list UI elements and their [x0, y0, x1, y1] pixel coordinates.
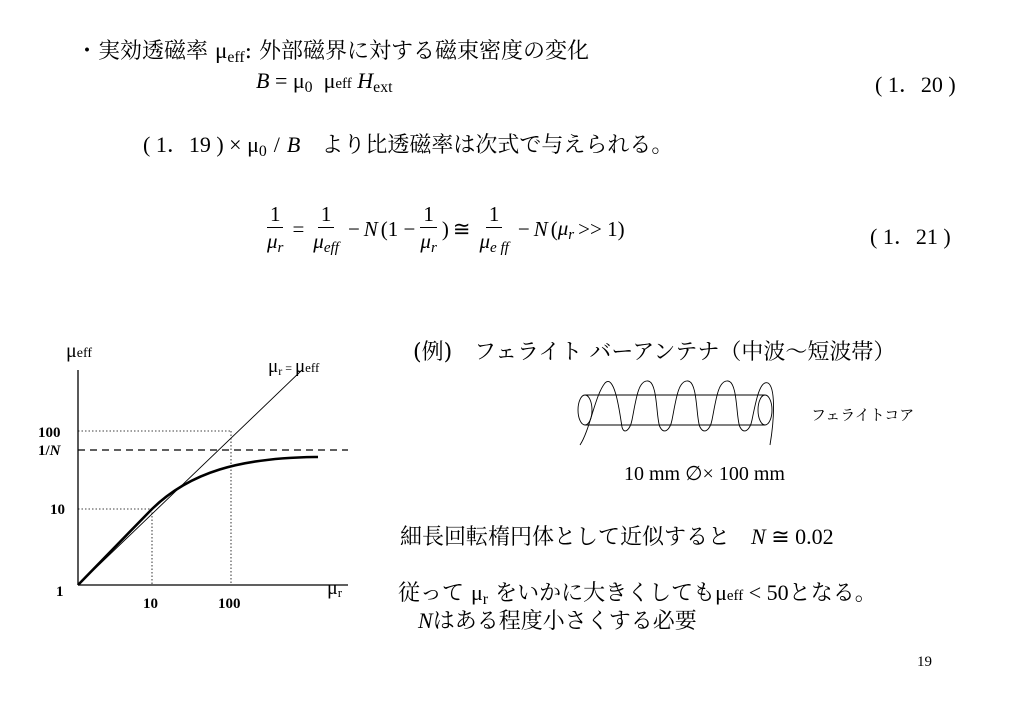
approximation-line: 細長回転楕円体として近似すると N ≅ 0.02 [400, 524, 834, 550]
dimension-label: 10 mm ∅× 100 mm [624, 463, 785, 485]
mu-eff-graph [30, 330, 370, 630]
x-tick-100: 100 [218, 596, 241, 612]
example-title: (例) フェライト バーアンテナ（中波～短波帯） [413, 340, 896, 365]
transform-line: ( 1．19 ) × $\mu_0$ / B より比透磁率は次式で与えられる。 [143, 132, 674, 160]
heading-description: : 外部磁界に対する磁束密度の変化 [244, 39, 590, 64]
fraction-1-over-mueff-2: $\frac{1}{\mu_{e ff}}$ [479, 202, 509, 256]
coil-winding [580, 381, 774, 445]
fraction-1-over-mur-2: $\frac{1}{\mu_r}$ [420, 202, 437, 256]
x-tick-10: 10 [143, 596, 158, 612]
y-tick-100: 100 [38, 425, 61, 441]
equation-1-20: $B = \mu_0$ μeff $H_{ext}$ [256, 68, 393, 96]
fraction-1-over-mueff: $\frac{1}{\mu_{eff}}$ [313, 202, 339, 256]
x-axis-label: μr [327, 577, 343, 600]
line-label: μr = μeff [268, 356, 320, 378]
y-tick-1-over-N: 1/N [38, 443, 61, 459]
rod-end-right [758, 395, 772, 425]
y-tick-10: 10 [50, 502, 65, 518]
mu-eff-curve [78, 457, 318, 585]
y-axis-label: μeff [66, 340, 93, 362]
conclusion-line-1: 従って $\mu_r$ をいかに大きくしてもμeff < 50となる。 [398, 580, 877, 608]
ferrite-core-label: フェライトコア [811, 406, 915, 424]
eff-subscript: eff [227, 48, 245, 66]
equation-number-1-21: ( 1．21 ) [870, 224, 951, 249]
ferrite-coil-illustration [570, 375, 790, 455]
equation-number-1-20: ( 1．20 ) [875, 72, 956, 97]
conclusion-line-2: Nはある程度小さくする必要 [418, 608, 697, 634]
heading-text: ・実効透磁率 [76, 39, 215, 64]
y-tick-1: 1 [56, 584, 64, 600]
mur-equals-mueff-line [78, 370, 302, 585]
mu-symbol: μ [215, 38, 228, 63]
fraction-1-over-mur: $\frac{1}{\mu_r}$ [267, 202, 284, 256]
equation-1-21: $\frac{1}{\mu_r}$ = $\frac{1}{\mu_{eff}}$ − N (1 − $\frac{1}{\mu_r}$ ) ≅ $\frac{1}{\mu_{e ff}}$ − N ( $\mu_r$ >> 1) [262, 203, 625, 257]
section-heading [76, 34, 589, 67]
page-number: 19 [917, 654, 932, 670]
